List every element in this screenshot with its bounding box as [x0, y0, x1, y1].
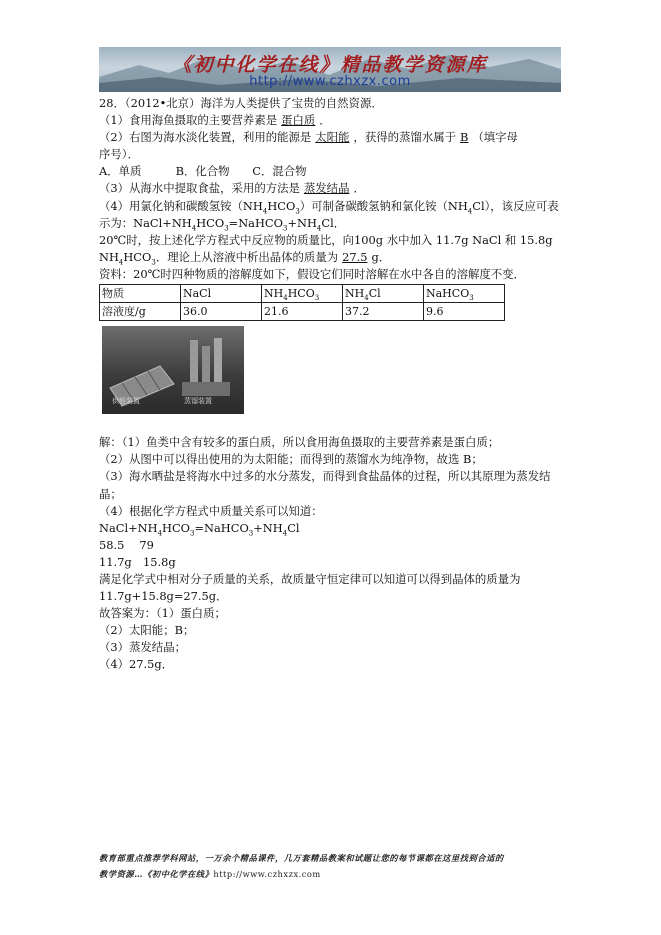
table-cell: 9.6: [424, 303, 505, 321]
question-part-2: （2）右图为海水淡化装置，利用的能源是 太阳能 ，获得的蒸馏水属于 B （填字母: [99, 130, 518, 145]
question-part-1: （1）食用海鱼摄取的主要营养素是 蛋白质 ．: [99, 113, 331, 128]
table-row-label: 溶液度/g: [100, 303, 181, 321]
answer-blank-4: 27.5: [342, 249, 368, 264]
solubility-table: [99, 284, 505, 321]
desalination-device-photo: [102, 326, 244, 414]
question-part-2-cont: 序号）．: [99, 147, 139, 162]
question-content: [99, 95, 561, 674]
solution-line: 解：（1）鱼类中含有较多的蛋白质，所以食用海鱼摄取的主要营养素是蛋白质；: [99, 435, 500, 450]
banner-url[interactable]: http://www.czhxzx.com: [249, 74, 411, 89]
caption-distill-device: 蒸馏装置: [184, 397, 212, 406]
question-part-4-line4: $NH_4HCO_3$．理论上从溶液中析出晶体的质量为 27.5 g．: [99, 249, 391, 267]
question-part-4-line3: 20℃时，按上述化学方程式中反应物的质量比，向100g 水中加入 11.7g NaCl 和 15.8g: [99, 232, 553, 247]
caption-energy-device: 供能装置: [112, 397, 140, 406]
solution-line: （3）海水晒盐是将海水中过多的水分蒸发，而得到食盐晶体的过程，所以其原理为蒸发结晶；: [99, 469, 551, 501]
question-part-4-line2: 示为：$NaCl+NH_4HCO_3=NaHCO_3+NH_4Cl$．: [99, 215, 346, 232]
answer-blank-3: 蒸发结晶: [303, 181, 350, 196]
answer-blank-2a: 太阳能: [315, 130, 350, 145]
table-header-row: [100, 285, 505, 303]
footer-line-2: 教学资源…《初中化学在线》http://www.czhxzx.com: [99, 869, 321, 879]
table-cell: 36.0: [181, 303, 262, 321]
header-banner: [99, 47, 561, 92]
table-header-cell: NaHCO$_3$: [424, 285, 505, 303]
footer-line-1: 教育部重点推荐学科网站，一万余个精品课件，几万套精品教案和试题让您的每节课都在这里找到合适的: [99, 853, 504, 863]
table-row: [100, 303, 505, 321]
solution-line: （2）从图中可以得出使用的为太阳能；而得到的蒸馏水为纯净物，故选 B；: [99, 452, 483, 467]
question-header: 28．（2012•北京）海洋为人类提供了宝贵的自然资源．: [99, 96, 383, 110]
table-cell: 21.6: [262, 303, 343, 321]
answer-summary: （4）27.5g．: [99, 657, 174, 672]
table-cell: 37.2: [343, 303, 424, 321]
answer-blank-1: 蛋白质: [281, 113, 316, 128]
table-header-cell: NaCl: [181, 285, 262, 303]
info-note: 资料：20℃时四种物质的溶解度如下，假设它们同时溶解在水中各自的溶解度不变．: [99, 266, 525, 281]
banner-title: 《初中化学在线》精品教学资源库: [172, 54, 488, 76]
answer-summary: （2）太阳能；B；: [99, 623, 195, 638]
question-part-3: （3）从海水中提取食盐，采用的方法是 蒸发结晶 ．: [99, 181, 365, 196]
solution-line: 满足化学式中相对分子质量的关系，故质量守恒定律可以知道可以得到晶体的质量为: [99, 571, 521, 586]
answer-summary: 故答案为：（1）蛋白质；: [99, 606, 226, 621]
answer-options: A．单质 B．化合物 C．混合物: [99, 164, 307, 179]
answer-summary: （3）蒸发结晶；: [99, 640, 186, 655]
page-footer: [99, 850, 569, 882]
table-header-cell: $NH_4HCO_3$: [262, 285, 343, 303]
solution-line: （4）根据化学方程式中质量关系可以知道：: [99, 503, 323, 518]
question-part-4-line1: （4）用氯化钠和碳酸氢铵$(NH_4HCO_3)$可制备碳酸氢钠和氯化铵$(NH_4Cl)$，该反应可表: [99, 198, 559, 215]
solution-equation: $NaCl+NH_4HCO_3=NaHCO_3+NH_4Cl$: [99, 520, 300, 537]
answer-blank-2b: B: [460, 130, 469, 145]
solution-mass-line: 58.5 79: [99, 537, 154, 552]
table-header-cell: 物质: [100, 285, 181, 303]
footer-url[interactable]: http://www.czhxzx.com: [213, 869, 321, 879]
solution-line: 11.7g+15.8g=27.5g．: [99, 589, 228, 604]
table-header-cell: $NH_4Cl$: [343, 285, 424, 303]
solution-mass-line: 11.7g 15.8g: [99, 554, 176, 569]
